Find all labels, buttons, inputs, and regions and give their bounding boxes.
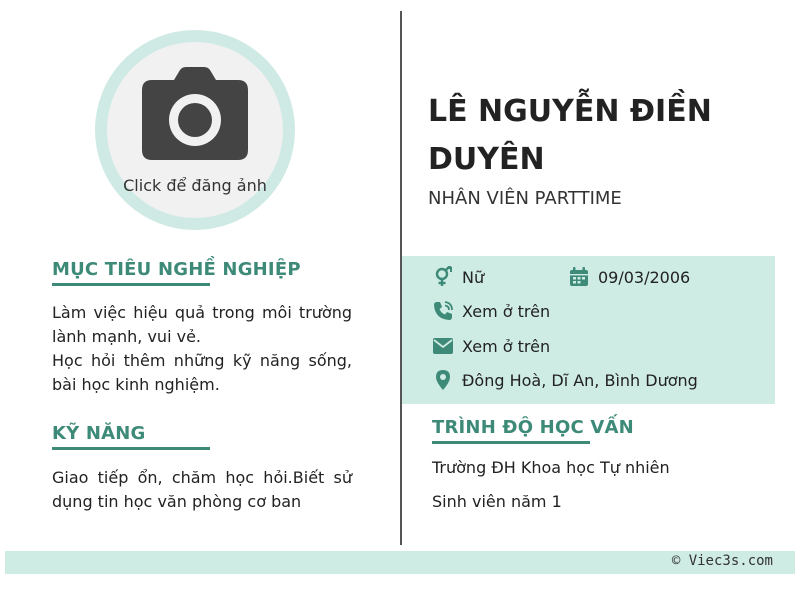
camera-icon: [140, 66, 250, 162]
education-underline: [432, 441, 590, 444]
education-year: Sinh viên năm 1: [432, 492, 562, 511]
birthdate-value: 09/03/2006: [598, 267, 691, 287]
birthdate-row: [568, 266, 690, 288]
phone-row: [432, 300, 550, 322]
gender-value: Nữ: [462, 267, 485, 287]
skills-title: KỸ NĂNG: [52, 423, 146, 444]
job-title: NHÂN VIÊN PARTTIME: [428, 188, 622, 209]
email-row: [432, 335, 550, 357]
footer-copyright: © Viec3s.com: [671, 553, 773, 569]
phone-value: Xem ở trên: [462, 301, 551, 321]
location-icon: [432, 369, 454, 391]
email-icon: [432, 335, 454, 357]
email-value: Xem ở trên: [462, 336, 551, 356]
education-title: TRÌNH ĐỘ HỌC VẤN: [432, 417, 634, 438]
skills-text: [52, 466, 352, 514]
career-goal-line: Học hỏi thêm những kỹ năng sống, bài học kinh nghiệm.: [52, 351, 352, 394]
full-name: LÊ NGUYỄN ĐIỀN DUYÊN: [428, 94, 712, 177]
gender-icon: [432, 266, 454, 288]
skills-line: Giao tiếp ổn, chăm học hỏi.Biết sử dụng tin học văn phòng cơ ban: [52, 468, 352, 511]
career-goal-line: Làm việc hiệu quả trong môi trường lành mạnh, vui vẻ.: [52, 303, 352, 346]
photo-upload[interactable]: [95, 30, 295, 230]
photo-caption: Click để đăng ảnh: [123, 176, 267, 195]
gender-row: [432, 266, 484, 288]
career-goal-text: [52, 301, 352, 397]
career-goal-underline: [52, 283, 210, 286]
address-row: [432, 369, 698, 391]
calendar-icon: [568, 266, 590, 288]
skills-underline: [52, 447, 210, 450]
education-school: Trường ĐH Khoa học Tự nhiên: [432, 458, 670, 477]
career-goal-title: MỤC TIÊU NGHỀ NGHIỆP: [52, 259, 301, 280]
phone-icon: [432, 300, 454, 322]
footer-bar: [5, 551, 795, 574]
address-value: Đông Hoà, Dĩ An, Bình Dương: [462, 370, 698, 390]
